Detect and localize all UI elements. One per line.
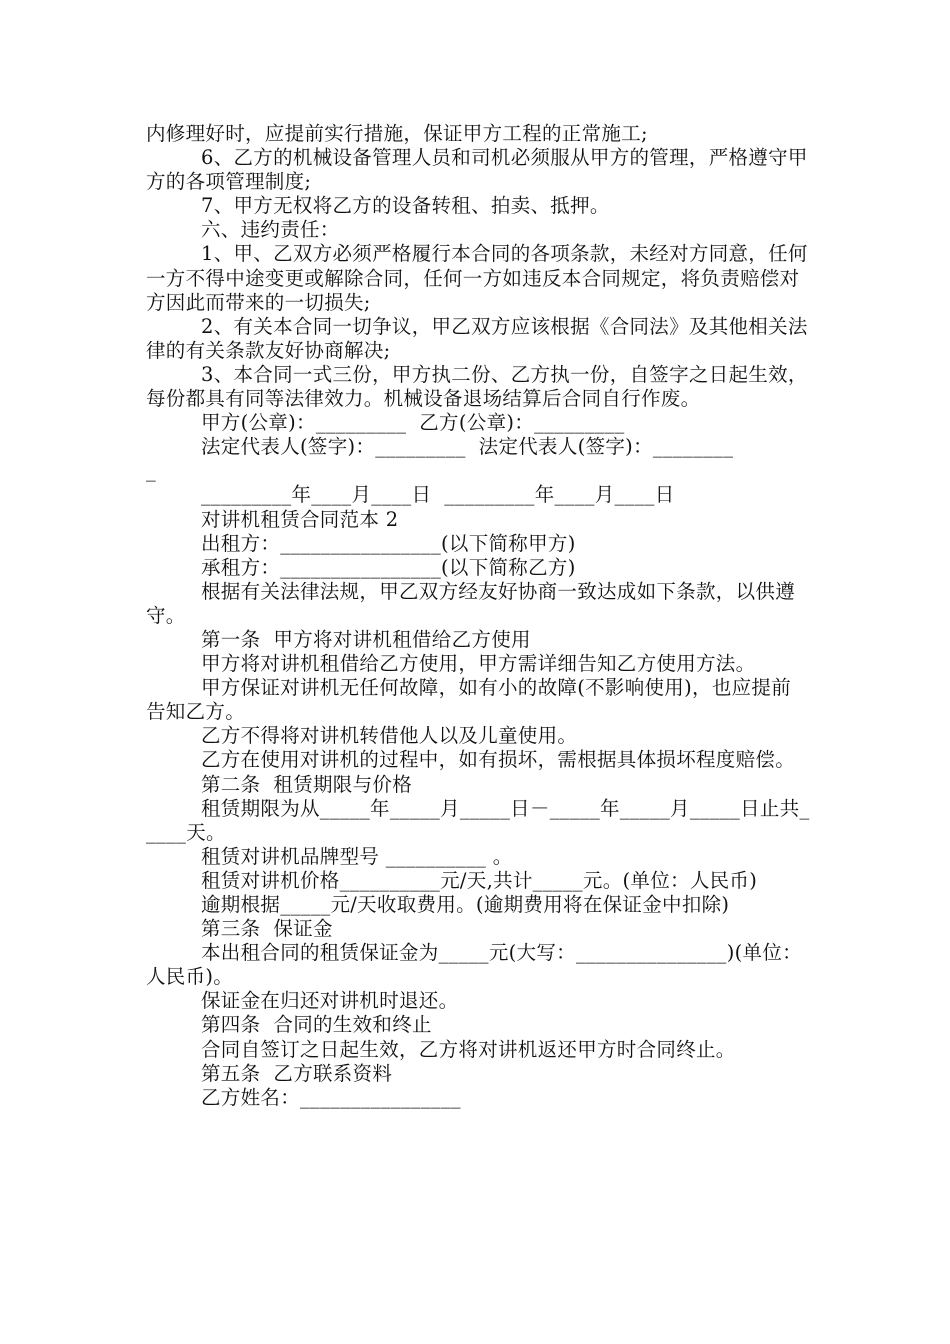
article-1-para-4: 乙方在使用对讲机的过程中，如有损坏，需根据具体损坏程度赔偿。	[201, 748, 796, 772]
seal-line: 甲方(公章)：_________ 乙方(公章)：_________	[201, 411, 625, 435]
overdue-fee: 逾期根据_____元/天收取费用。(逾期费用将在保证金中扣除)	[201, 893, 730, 916]
lessee-name: 乙方姓名：________________	[201, 1085, 461, 1109]
deposit-amount: 本出租合同的租赁保证金为_____元(大写：_______________)(单位：人民币)。	[146, 941, 802, 989]
article-3-heading: 第三条 保证金	[201, 917, 333, 941]
clause-6-1: 1、甲、乙双方必须严格履行本合同的各项条款，未经对方同意，任何一方不得中途变更或解除合同，任何一方如违反本合同规定，将负责赔偿对方因此而带来的一切损失;	[146, 242, 808, 314]
lessor-line: 出租方：________________(以下简称甲方)	[201, 531, 576, 555]
paragraph-continuation: 内修理好时，应提前实行措施，保证甲方工程的正常施工;	[146, 122, 648, 145]
rental-price: 租赁对讲机价格__________元/天,共计_____元。(单位：人民币)	[201, 868, 758, 892]
lease-term: 租赁期限为从_____年_____月_____日－_____年_____月_____日止共_____天。	[146, 796, 810, 844]
article-5-heading: 第五条 乙方联系资料	[201, 1061, 393, 1085]
clause-6-3: 3、本合同一式三份，甲方执二份、乙方执一份，自签字之日起生效，每份都具有同等法律效力。机械设备退场结算后合同自行作废。	[146, 362, 808, 411]
representative-signature-line: 法定代表人(签字)：_________ 法定代表人(签字)：________	[201, 435, 734, 459]
contract-title: 对讲机租赁合同范本 2	[201, 507, 399, 531]
document-page	[146, 122, 810, 1110]
section-heading-breach: 六、违约责任：	[201, 218, 340, 242]
brand-model: 租赁对讲机品牌型号 __________ 。	[201, 844, 513, 868]
clause-6-2: 2、有关本合同一切争议，甲乙双方应该根据《合同法》及其他相关法律的有关条款友好协商解决;	[146, 314, 808, 362]
clause-5-6: 6、乙方的机械设备管理人员和司机必须服从甲方的管理，严格遵守甲方的各项管理制度;	[146, 146, 808, 194]
lessee-line: 承租方：________________(以下简称乙方)	[201, 555, 576, 579]
signature-overflow: _	[146, 459, 157, 483]
article-1-para-3: 乙方不得将对讲机转借他人以及儿童使用。	[201, 724, 578, 748]
article-1-heading: 第一条 甲方将对讲机租借给乙方使用	[201, 627, 531, 651]
article-4-heading: 第四条 合同的生效和终止	[201, 1013, 432, 1037]
preamble: 根据有关法律法规，甲乙双方经友好协商一致达成如下条款，以供遵守。	[146, 579, 796, 627]
date-line: _________年____月____日 _________年____月____日	[201, 483, 675, 507]
article-1-para-1: 甲方将对讲机租借给乙方使用，甲方需详细告知乙方使用方法。	[201, 652, 756, 676]
article-2-heading: 第二条 租赁期限与价格	[201, 772, 412, 796]
deposit-refund: 保证金在归还对讲机时退还。	[201, 989, 459, 1013]
clause-5-7: 7、甲方无权将乙方的设备转租、拍卖、抵押。	[201, 194, 610, 218]
article-1-para-2: 甲方保证对讲机无任何故障，如有小的故障(不影响使用)，也应提前告知乙方。	[146, 676, 792, 724]
effect-termination: 合同自签订之日起生效，乙方将对讲机返还甲方时合同终止。	[201, 1037, 736, 1061]
